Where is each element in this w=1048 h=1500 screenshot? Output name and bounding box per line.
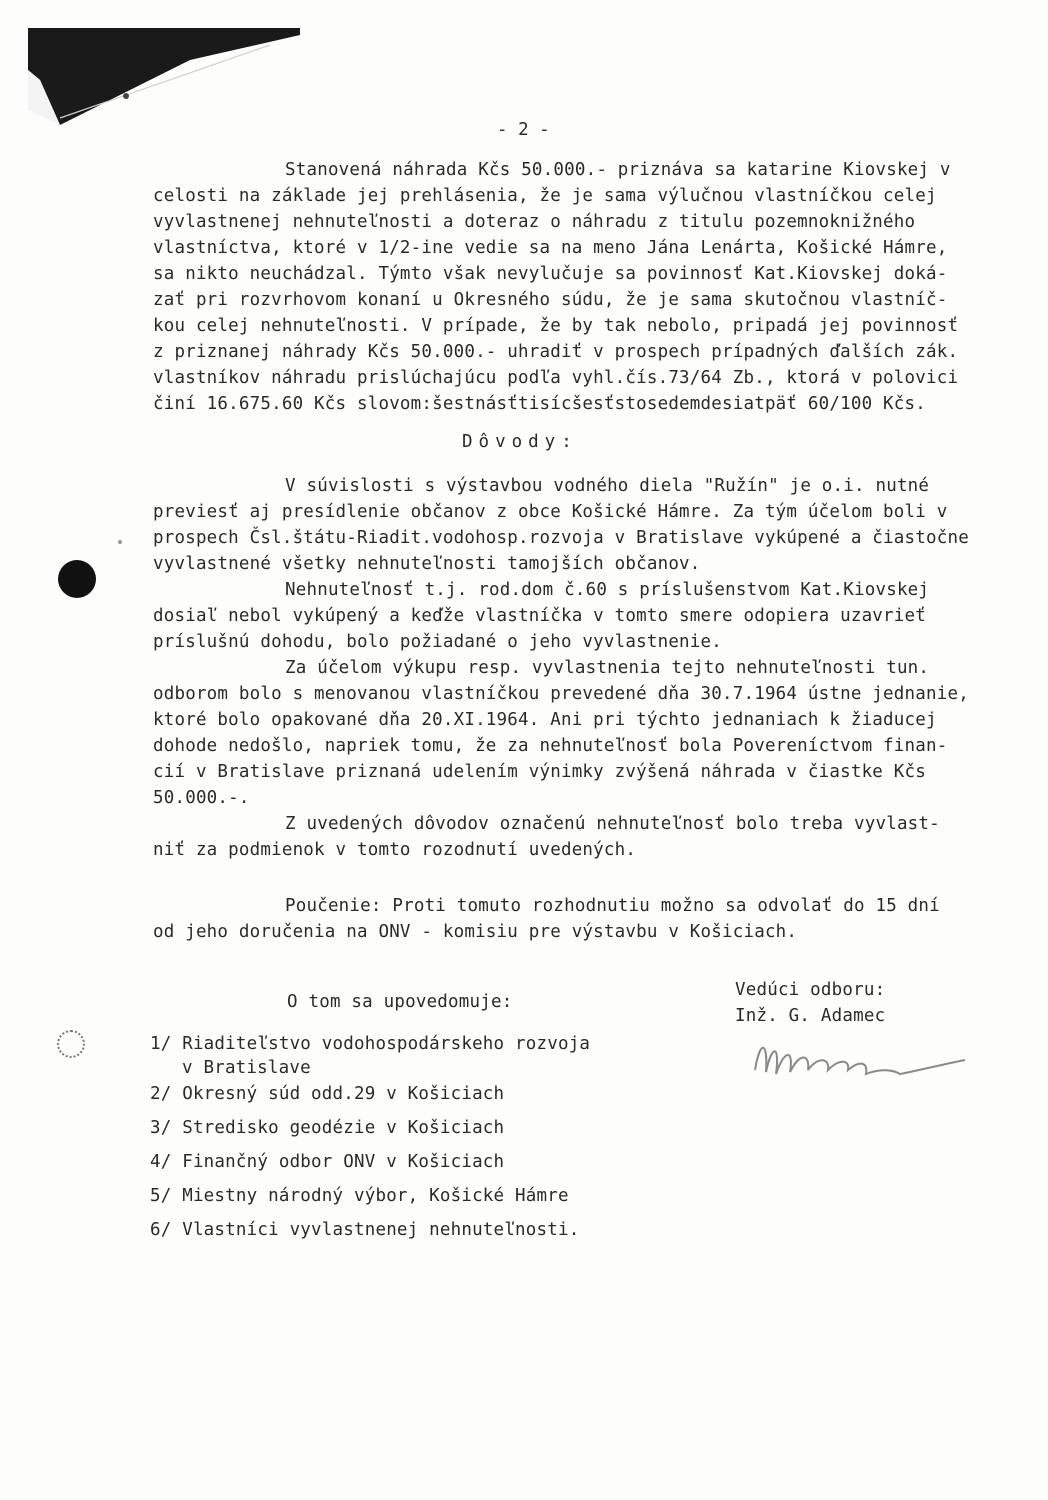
- reasons-line: odborom bolo s menovanou vlastníčkou prevedené dňa 30.7.1964 ústne jednanie,: [153, 684, 969, 704]
- reasons-line: 50.000.-.: [153, 788, 250, 808]
- signatory-role: Vedúci odboru:: [735, 980, 886, 1000]
- body-line: vyvlastnenej nehnuteľnosti a doteraz o náhradu z titulu pozemnoknižného: [153, 212, 916, 232]
- recipient-item: 2/ Okresný súd odd.29 v Košiciach: [150, 1084, 505, 1104]
- reasons-line: prospech Čsl.štátu-Riadit.vodohosp.rozvoja v Bratislave vykúpené a čiastočne: [153, 528, 969, 548]
- reasons-line: príslušnú dohodu, bolo požiadané o jeho vyvlastnenie.: [153, 632, 723, 652]
- reasons-line: niť za podmienok v tomto rozodnutí uvedených.: [153, 840, 637, 860]
- reasons-line: cií v Bratislave priznaná udelením výnimky zvýšená náhrada v čiastke Kčs: [153, 762, 926, 782]
- reasons-line: dohode nedošlo, napriek tomu, že za nehnuteľnosť bola Povereníctvom finan-: [153, 736, 948, 756]
- page-number: - 2 -: [497, 120, 550, 140]
- notify-heading: O tom sa upovedomuje:: [287, 992, 513, 1012]
- reasons-line: Nehnuteľnosť t.j. rod.dom č.60 s príslušenstvom Kat.Kiovskej: [285, 580, 930, 600]
- reasons-line: previesť aj presídlenie občanov z obce Košické Hámre. Za tým účelom boli v: [153, 502, 948, 522]
- reasons-heading: Dôvody:: [462, 432, 578, 452]
- handwritten-signature: [750, 1030, 970, 1100]
- speck: [118, 540, 122, 544]
- torn-corner-shadow: [0, 0, 300, 140]
- body-line: vlastníctva, ktoré v 1/2-ine vedie sa na meno Jána Lenárta, Košické Hámre,: [153, 238, 948, 258]
- reasons-line: dosiaľ nebol vykúpený a keďže vlastníčka v tomto smere odopiera uzavrieť: [153, 606, 926, 626]
- reasons-line: vyvlastnené všetky nehnuteľnosti tamojších občanov.: [153, 554, 701, 574]
- body-line: celosti na základe jej prehlásenia, že je sama výlučnou vlastníčkou celej: [153, 186, 937, 206]
- body-line: činí 16.675.60 Kčs slovom:šestnásťtisícšesťstosedemdesiatpäť 60/100 Kčs.: [153, 394, 926, 414]
- recipient-item: v Bratislave: [182, 1058, 311, 1078]
- notice-line: Poučenie: Proti tomuto rozhodnutiu možno sa odvolať do 15 dní: [285, 896, 940, 916]
- recipient-item: 6/ Vlastníci vyvlastnenej nehnuteľnosti.: [150, 1220, 580, 1240]
- ink-blot: [58, 560, 96, 598]
- body-line: Stanovená náhrada Kčs 50.000.- priznáva sa katarine Kiovskej v: [285, 160, 951, 180]
- recipient-item: 3/ Stredisko geodézie v Košiciach: [150, 1118, 505, 1138]
- reasons-line: V súvislosti s výstavbou vodného diela "Ružín" je o.i. nutné: [285, 476, 930, 496]
- body-line: sa nikto neuchádzal. Týmto však nevylučuje sa povinnosť Kat.Kiovskej doká-: [153, 264, 948, 284]
- recipient-item: 4/ Finančný odbor ONV v Košiciach: [150, 1152, 505, 1172]
- recipient-item: 5/ Miestny národný výbor, Košické Hámre: [150, 1186, 569, 1206]
- body-line: vlastníkov náhradu prislúchajúcu podľa vyhl.čís.73/64 Zb., ktorá v polovici: [153, 368, 959, 388]
- recipient-item: 1/ Riaditeľstvo vodohospodárskeho rozvoja: [150, 1034, 591, 1054]
- body-line: kou celej nehnuteľnosti. V prípade, že by tak nebolo, pripadá jej povinnosť: [153, 316, 959, 336]
- reasons-line: ktoré bolo opakované dňa 20.XI.1964. Ani pri týchto jednaniach k žiaducej: [153, 710, 937, 730]
- reasons-line: Z uvedených dôvodov označenú nehnuteľnosť bolo treba vyvlast-: [285, 814, 940, 834]
- signatory-name: Inž. G. Adamec: [735, 1006, 886, 1026]
- reasons-line: Za účelom výkupu resp. vyvlastnenia tejto nehnuteľnosti tun.: [285, 658, 930, 678]
- punch-hole: [57, 1030, 85, 1058]
- body-line: zať pri rozvrhovom konaní u Okresného súdu, že je sama skutočnou vlastníč-: [153, 290, 948, 310]
- notice-line: od jeho doručenia na ONV - komisiu pre výstavbu v Košiciach.: [153, 922, 798, 942]
- body-line: z priznanej náhrady Kčs 50.000.- uhradiť v prospech prípadných ďalších zák.: [153, 342, 959, 362]
